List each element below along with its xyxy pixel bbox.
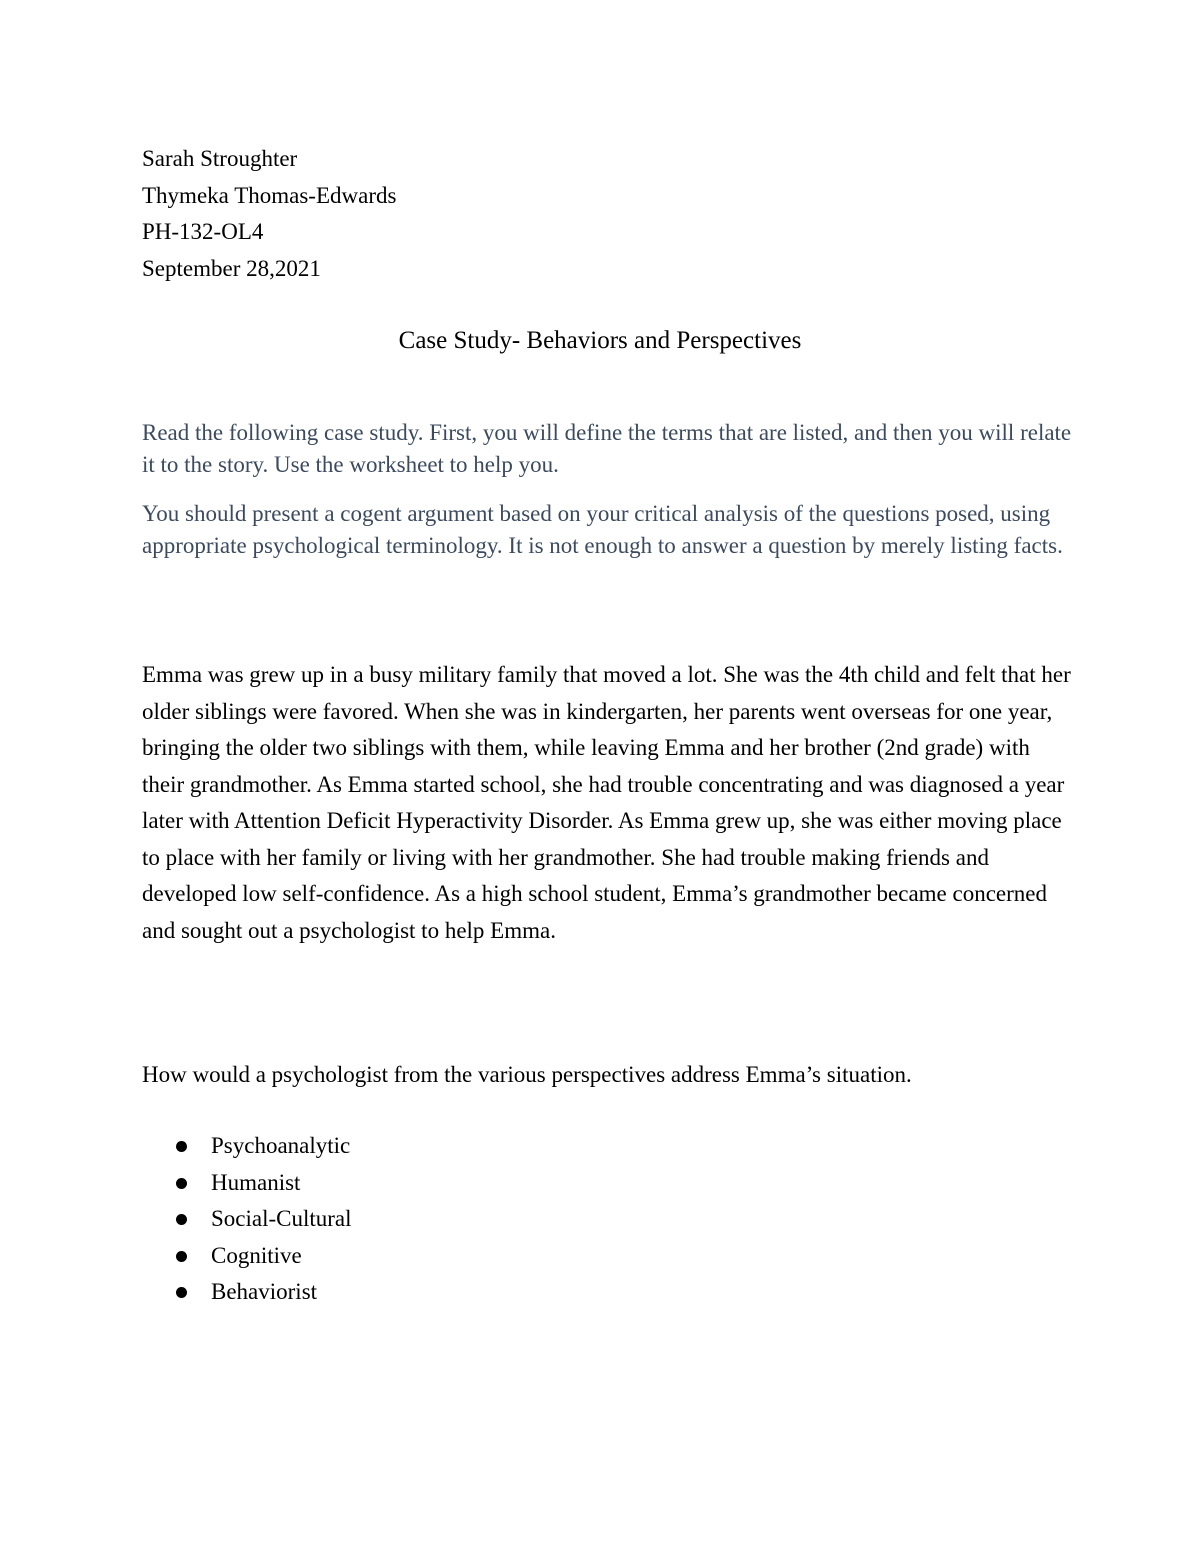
- student-name: Sarah Stroughter: [142, 146, 298, 171]
- instructor-name: Thymeka Thomas-Edwards: [142, 183, 397, 208]
- perspectives-question: How would a psychologist from the various perspectives address Emma’s situation.: [142, 1062, 912, 1087]
- perspective-label: Cognitive: [211, 1242, 302, 1268]
- bullet-icon: [176, 1214, 187, 1225]
- perspective-label: Social-Cultural: [211, 1206, 352, 1231]
- bullet-icon: [176, 1251, 187, 1262]
- perspective-label: Psychoanalytic: [211, 1133, 351, 1158]
- bullet-icon: [176, 1141, 187, 1152]
- document-title: Case Study- Behaviors and Perspectives: [398, 327, 802, 354]
- document-date: September 28,2021: [142, 256, 321, 281]
- instructions-paragraph-1: Read the following case study. First, you will define the terms that are listed, and then you will relate it to the story. Use the worksheet to help you.: [142, 420, 1072, 477]
- instructions-paragraph-2: You should present a cogent argument based on your critical analysis of the questions posed, using appropriate psychological terminology. It is not enough to answer a question by merely listing facts.: [142, 501, 1063, 558]
- bullet-icon: [176, 1178, 187, 1189]
- case-story-paragraph: Emma was grew up in a busy military family that moved a lot. She was the 4th child and felt that her older siblings were favored. When she was in kindergarten, her parents went overseas for one year, bringing the older two siblings with them, while leaving Emma and her brother (2nd grade) with their grandmother. As Emma started school, she had trouble concentrating and was diagnosed a year later with Attention Deficit Hyperactivity Disorder. As Emma grew up, she was either moving place to place with her family or living with her grandmother. She had trouble making friends and developed low self-confidence. As a high school student, Emma’s grandmother became concerned and sought out a psychologist to help Emma.: [142, 662, 1071, 943]
- perspective-label: Humanist: [211, 1169, 301, 1195]
- bullet-icon: [176, 1287, 187, 1298]
- perspective-label: Behaviorist: [211, 1279, 318, 1304]
- course-code: PH-132-OL4: [142, 219, 264, 244]
